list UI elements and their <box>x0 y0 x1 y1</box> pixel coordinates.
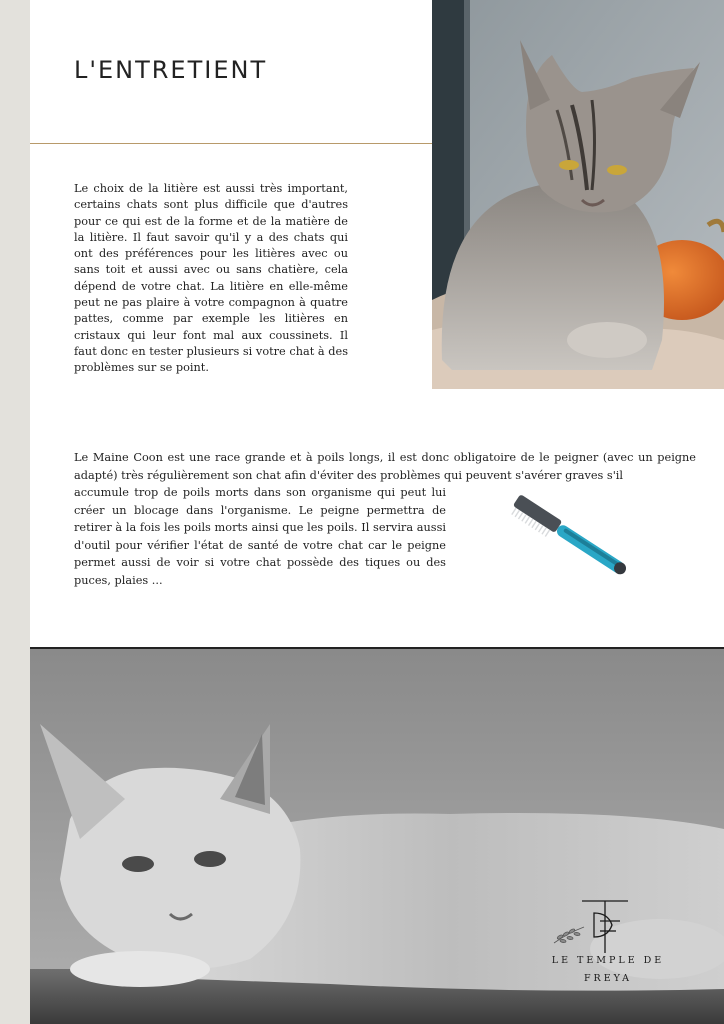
comb-illustration <box>505 492 635 582</box>
page-title: L'ENTRETIENT <box>74 56 268 84</box>
logo-line-1: LE TEMPLE DE <box>551 955 665 966</box>
logo-line-2: FREYA <box>583 973 633 984</box>
left-margin-strip <box>0 0 30 1024</box>
temple-de-freya-logo <box>548 893 668 1003</box>
title-divider <box>30 143 432 144</box>
grooming-paragraph-bottom: accumule trop de poils morts dans son organisme qui peut lui créer un blocage dans l'organisme. Le peigne permettra de retirer à la fois les poils morts ainsi que les poils. Il servira aussi d'outil pour vérifier l'état de santé de votre chat car le peigne permet aussi de voir si votre chat possède des tiques ou des puces, plaies ... <box>74 486 446 587</box>
cat-with-pumpkin-photo <box>432 0 724 389</box>
grooming-paragraph-top: Le Maine Coon est une race grande et à poils longs, il est donc obligatoire de le peigner (avec un peigne adapté) très régulièrement son chat afin d'éviter des problèmes qui peuvent s'avérer graves s'il <box>74 451 696 482</box>
litter-paragraph: Le choix de la litière est aussi très important, certains chats sont plus difficile que d'autres pour ce qui est de la forme et de la matière de la litière. Il faut savoir qu'il y a des chats qui ont des préférences pour les litières avec ou sans toit et aussi avec ou sans chatière, cela dépend de votre chat. La litière en elle-même peut ne pas plaire à votre compagnon à quatre pattes, comme par exemple les litières en cristaux qui leur font mal aux coussinets. Il faut donc en tester plusieurs si votre chat à des problèmes sur se point. <box>74 182 348 375</box>
